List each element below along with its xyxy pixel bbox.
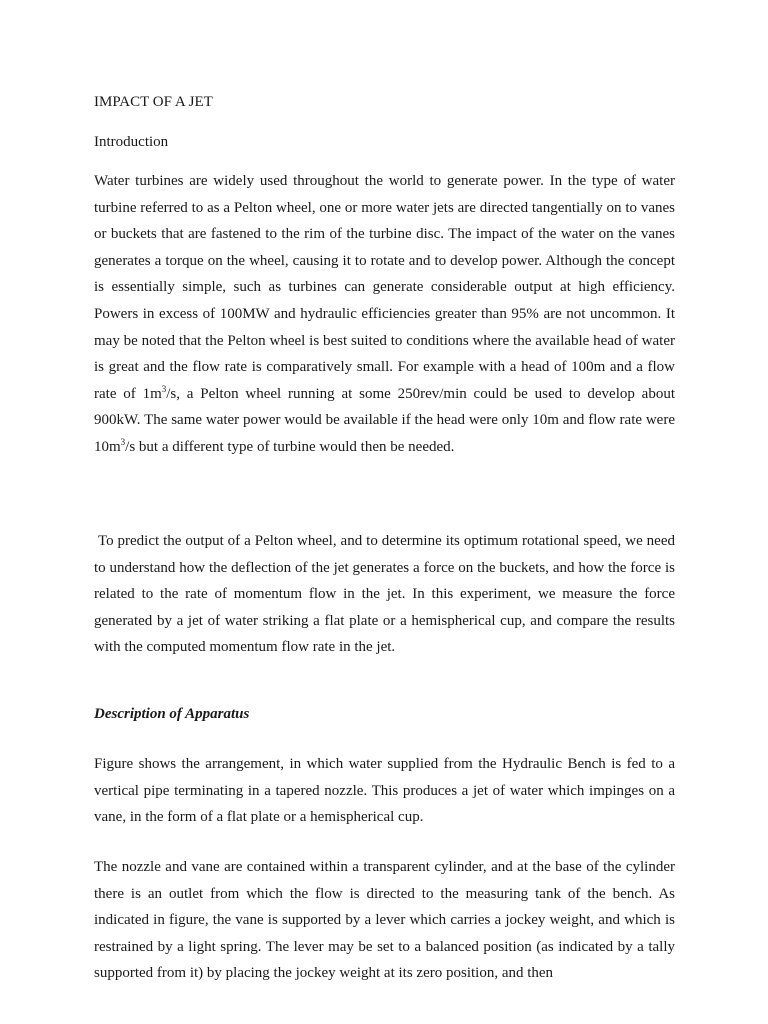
document-title: IMPACT OF A JET <box>94 94 213 110</box>
paragraph-pelton-wheel <box>94 168 675 461</box>
superscript-cubed: 3 <box>120 436 126 447</box>
paragraph-arrangement: Figure shows the arrangement, in which water supplied from the Hydraulic Bench is fed to a vertical pipe terminating in a tapered nozzle. This produces a jet of water which impinges on a vane, in the form of a flat plate or a hemispherical cup. <box>94 756 675 826</box>
introduction-heading: Introduction <box>94 134 169 150</box>
superscript-cubed: 3 <box>161 383 167 394</box>
paragraph-text: /s but a different type of turbine would then be needed. <box>125 438 455 455</box>
paragraph-text: /s, a Pelton wheel running at some 250rev/min could be used to develop about 900kW. The same water power would be available if the head were only 10m and flow rate were 10m <box>94 385 675 455</box>
paragraph-nozzle-vane: The nozzle and vane are contained within a transparent cylinder, and at the base of the cylinder there is an outlet from which the flow is directed to the measuring tank of the bench. As indicated in figure, the vane is supported by a lever which carries a jockey weight, and which is restrained by a light spring. The lever may be set to a balanced position (as indicated by a tally supported from it) by placing the jockey weight at its zero position, and then <box>94 859 675 982</box>
paragraph-experiment-purpose: To predict the output of a Pelton wheel, and to determine its optimum rotational speed, we need to understand how the deflection of the jet generates a force on the buckets, and how the force is related to the rate of momentum flow in the jet. In this experiment, we measure the force generated by a jet of water striking a flat plate or a hemispherical cup, and compare the results with the computed momentum flow rate in the jet. <box>94 533 679 656</box>
paragraph-text: Water turbines are widely used throughout the world to generate power. In the type of water turbine referred to as a Pelton wheel, one or more water jets are directed tangentially on to vanes or buckets that are fastened to the rim of the turbine disc. The impact of the water on the vanes generates a torque on the wheel, causing it to rotate and to develop power. Although the concept is essentially simple, such as turbines can generate considerable output at high efficiency. Powers in excess of 100MW and hydraulic efficiencies greater than 95% are not uncommon. It may be noted that the Pelton wheel is best suited to conditions where the available head of water is great and the flow rate is comparatively small. For example with a head of 100m and a flow rate of 1m <box>94 173 675 402</box>
apparatus-heading: Description of Apparatus <box>94 706 250 722</box>
